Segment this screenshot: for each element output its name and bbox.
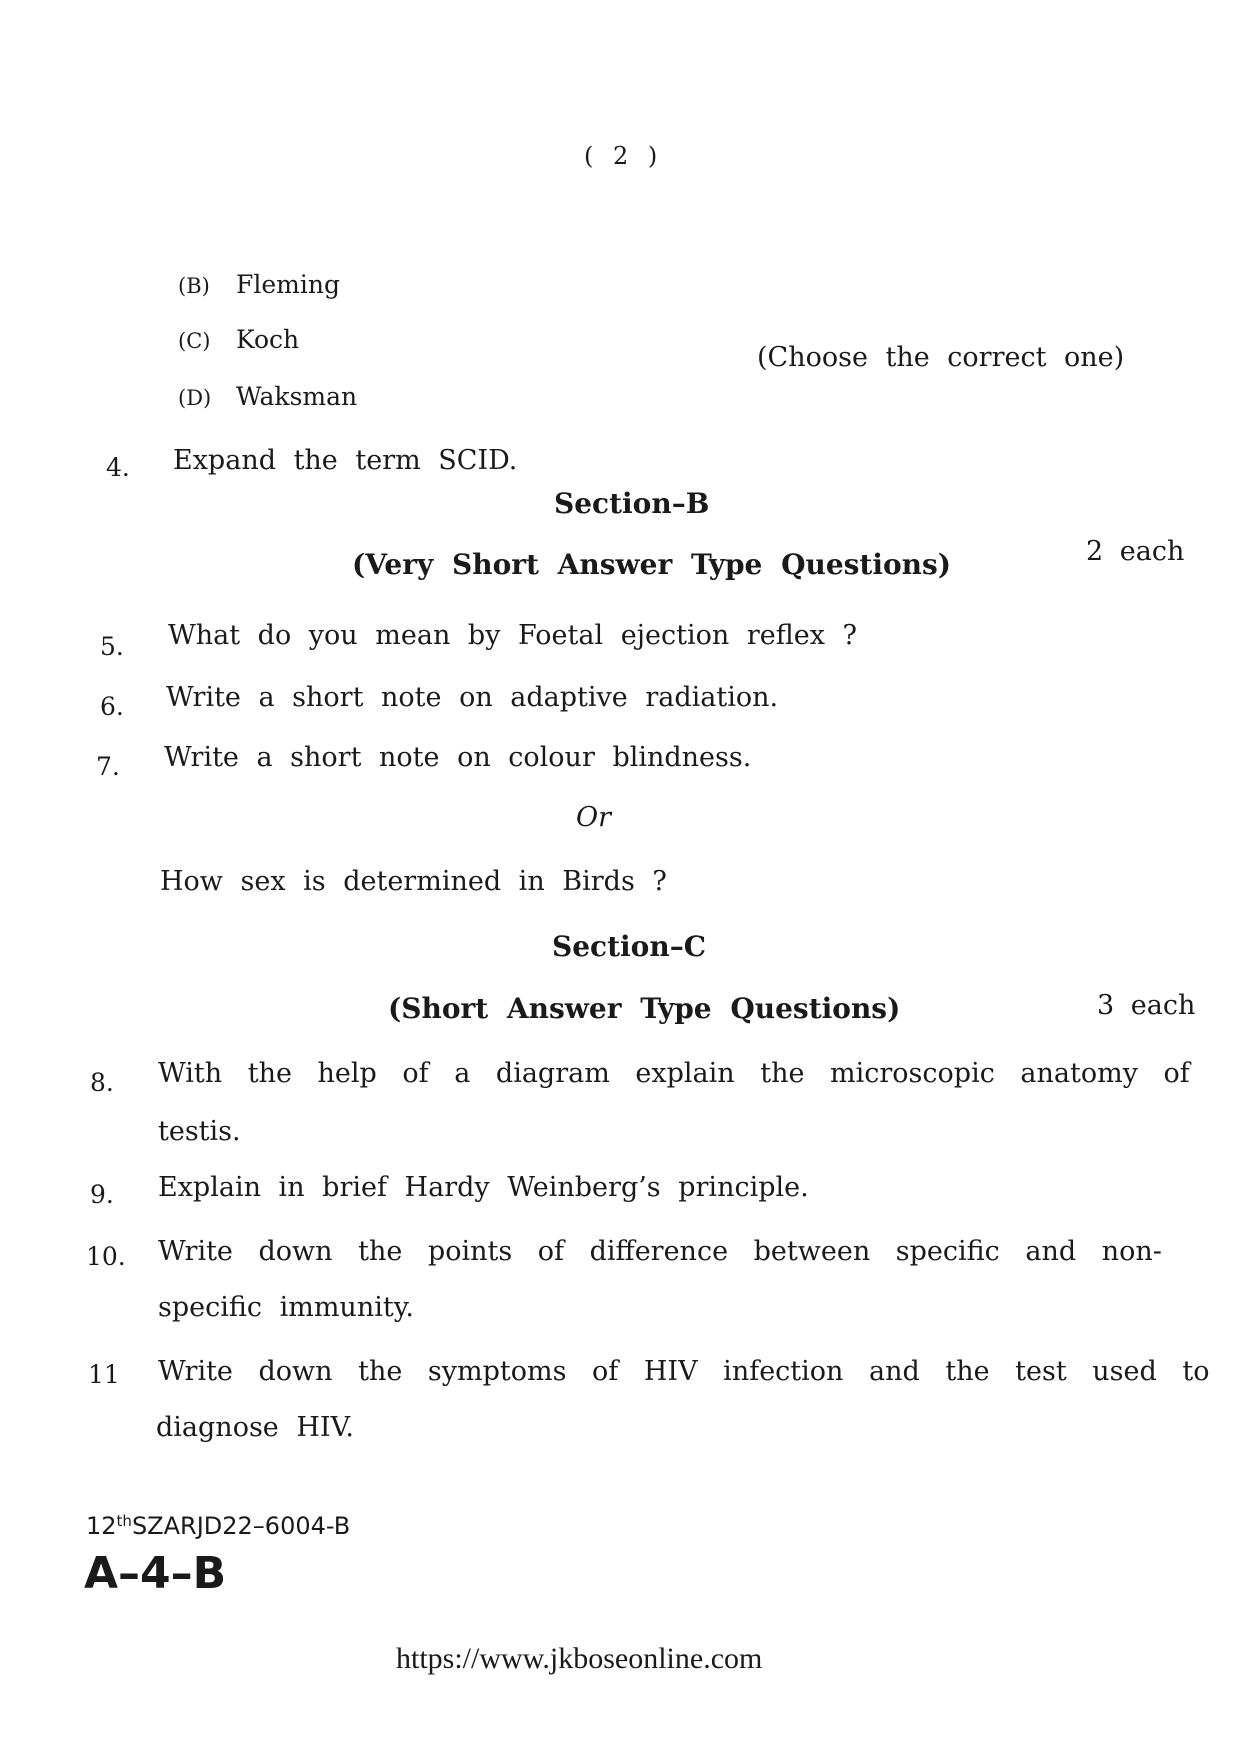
paper-code-prefix: 12 — [86, 1512, 117, 1540]
question-number: 8. — [90, 1068, 114, 1097]
question-number: 5. — [100, 632, 124, 661]
question-text-continued: testis. — [158, 1116, 241, 1147]
option-b — [178, 270, 340, 299]
question-text: Write down the symptoms of HIV infection and the test used to — [158, 1356, 1210, 1387]
option-text: Koch — [236, 325, 300, 354]
paper-code-sup: th — [116, 1512, 132, 1530]
source-url: https://www.jkboseonline.com — [396, 1642, 763, 1675]
section-b-subtitle: (Very Short Answer Type Questions) — [352, 548, 952, 581]
question-text: With the help of a diagram explain the microscopic anatomy of — [158, 1058, 1190, 1089]
question-number: 10. — [86, 1242, 126, 1271]
section-b-title: Section–B — [554, 487, 710, 520]
question-text: Write a short note on colour blindness. — [164, 742, 752, 773]
paper-set-code: A–4–B — [84, 1548, 227, 1599]
option-d — [178, 382, 357, 411]
paper-code-rest: SZARJD22–6004-B — [131, 1512, 351, 1540]
section-c-marks: 3 each — [1097, 990, 1196, 1021]
question-number: 11 — [88, 1360, 120, 1389]
option-text: Fleming — [236, 270, 340, 299]
question-number: 7. — [96, 752, 120, 781]
page-number: ( 2 ) — [584, 142, 664, 170]
question-text-continued: specific immunity. — [158, 1292, 414, 1323]
paper-code — [86, 1512, 350, 1540]
section-c-subtitle: (Short Answer Type Questions) — [388, 992, 901, 1025]
question-text-continued: diagnose HIV. — [156, 1412, 354, 1443]
question-number: 9. — [90, 1180, 114, 1209]
option-letter: (C) — [178, 329, 211, 353]
choose-instruction: (Choose the correct one) — [757, 342, 1125, 373]
option-text: Waksman — [236, 382, 358, 411]
alternate-question-text: How sex is determined in Birds ? — [160, 866, 667, 897]
option-c — [178, 325, 299, 354]
section-c-title: Section–C — [552, 930, 706, 963]
question-text: Expand the term SCID. — [173, 445, 518, 476]
section-b-marks: 2 each — [1086, 536, 1185, 567]
question-text: What do you mean by Foetal ejection reflex ? — [168, 620, 858, 651]
option-letter: (D) — [178, 386, 212, 410]
question-text: Write down the points of difference between specific and non- — [158, 1236, 1162, 1267]
question-text: Write a short note on adaptive radiation. — [166, 682, 779, 713]
or-separator: Or — [576, 802, 612, 833]
question-text: Explain in brief Hardy Weinberg’s principle. — [158, 1172, 809, 1203]
question-number: 6. — [100, 692, 124, 721]
option-letter: (B) — [178, 274, 210, 298]
question-number: 4. — [106, 453, 130, 482]
